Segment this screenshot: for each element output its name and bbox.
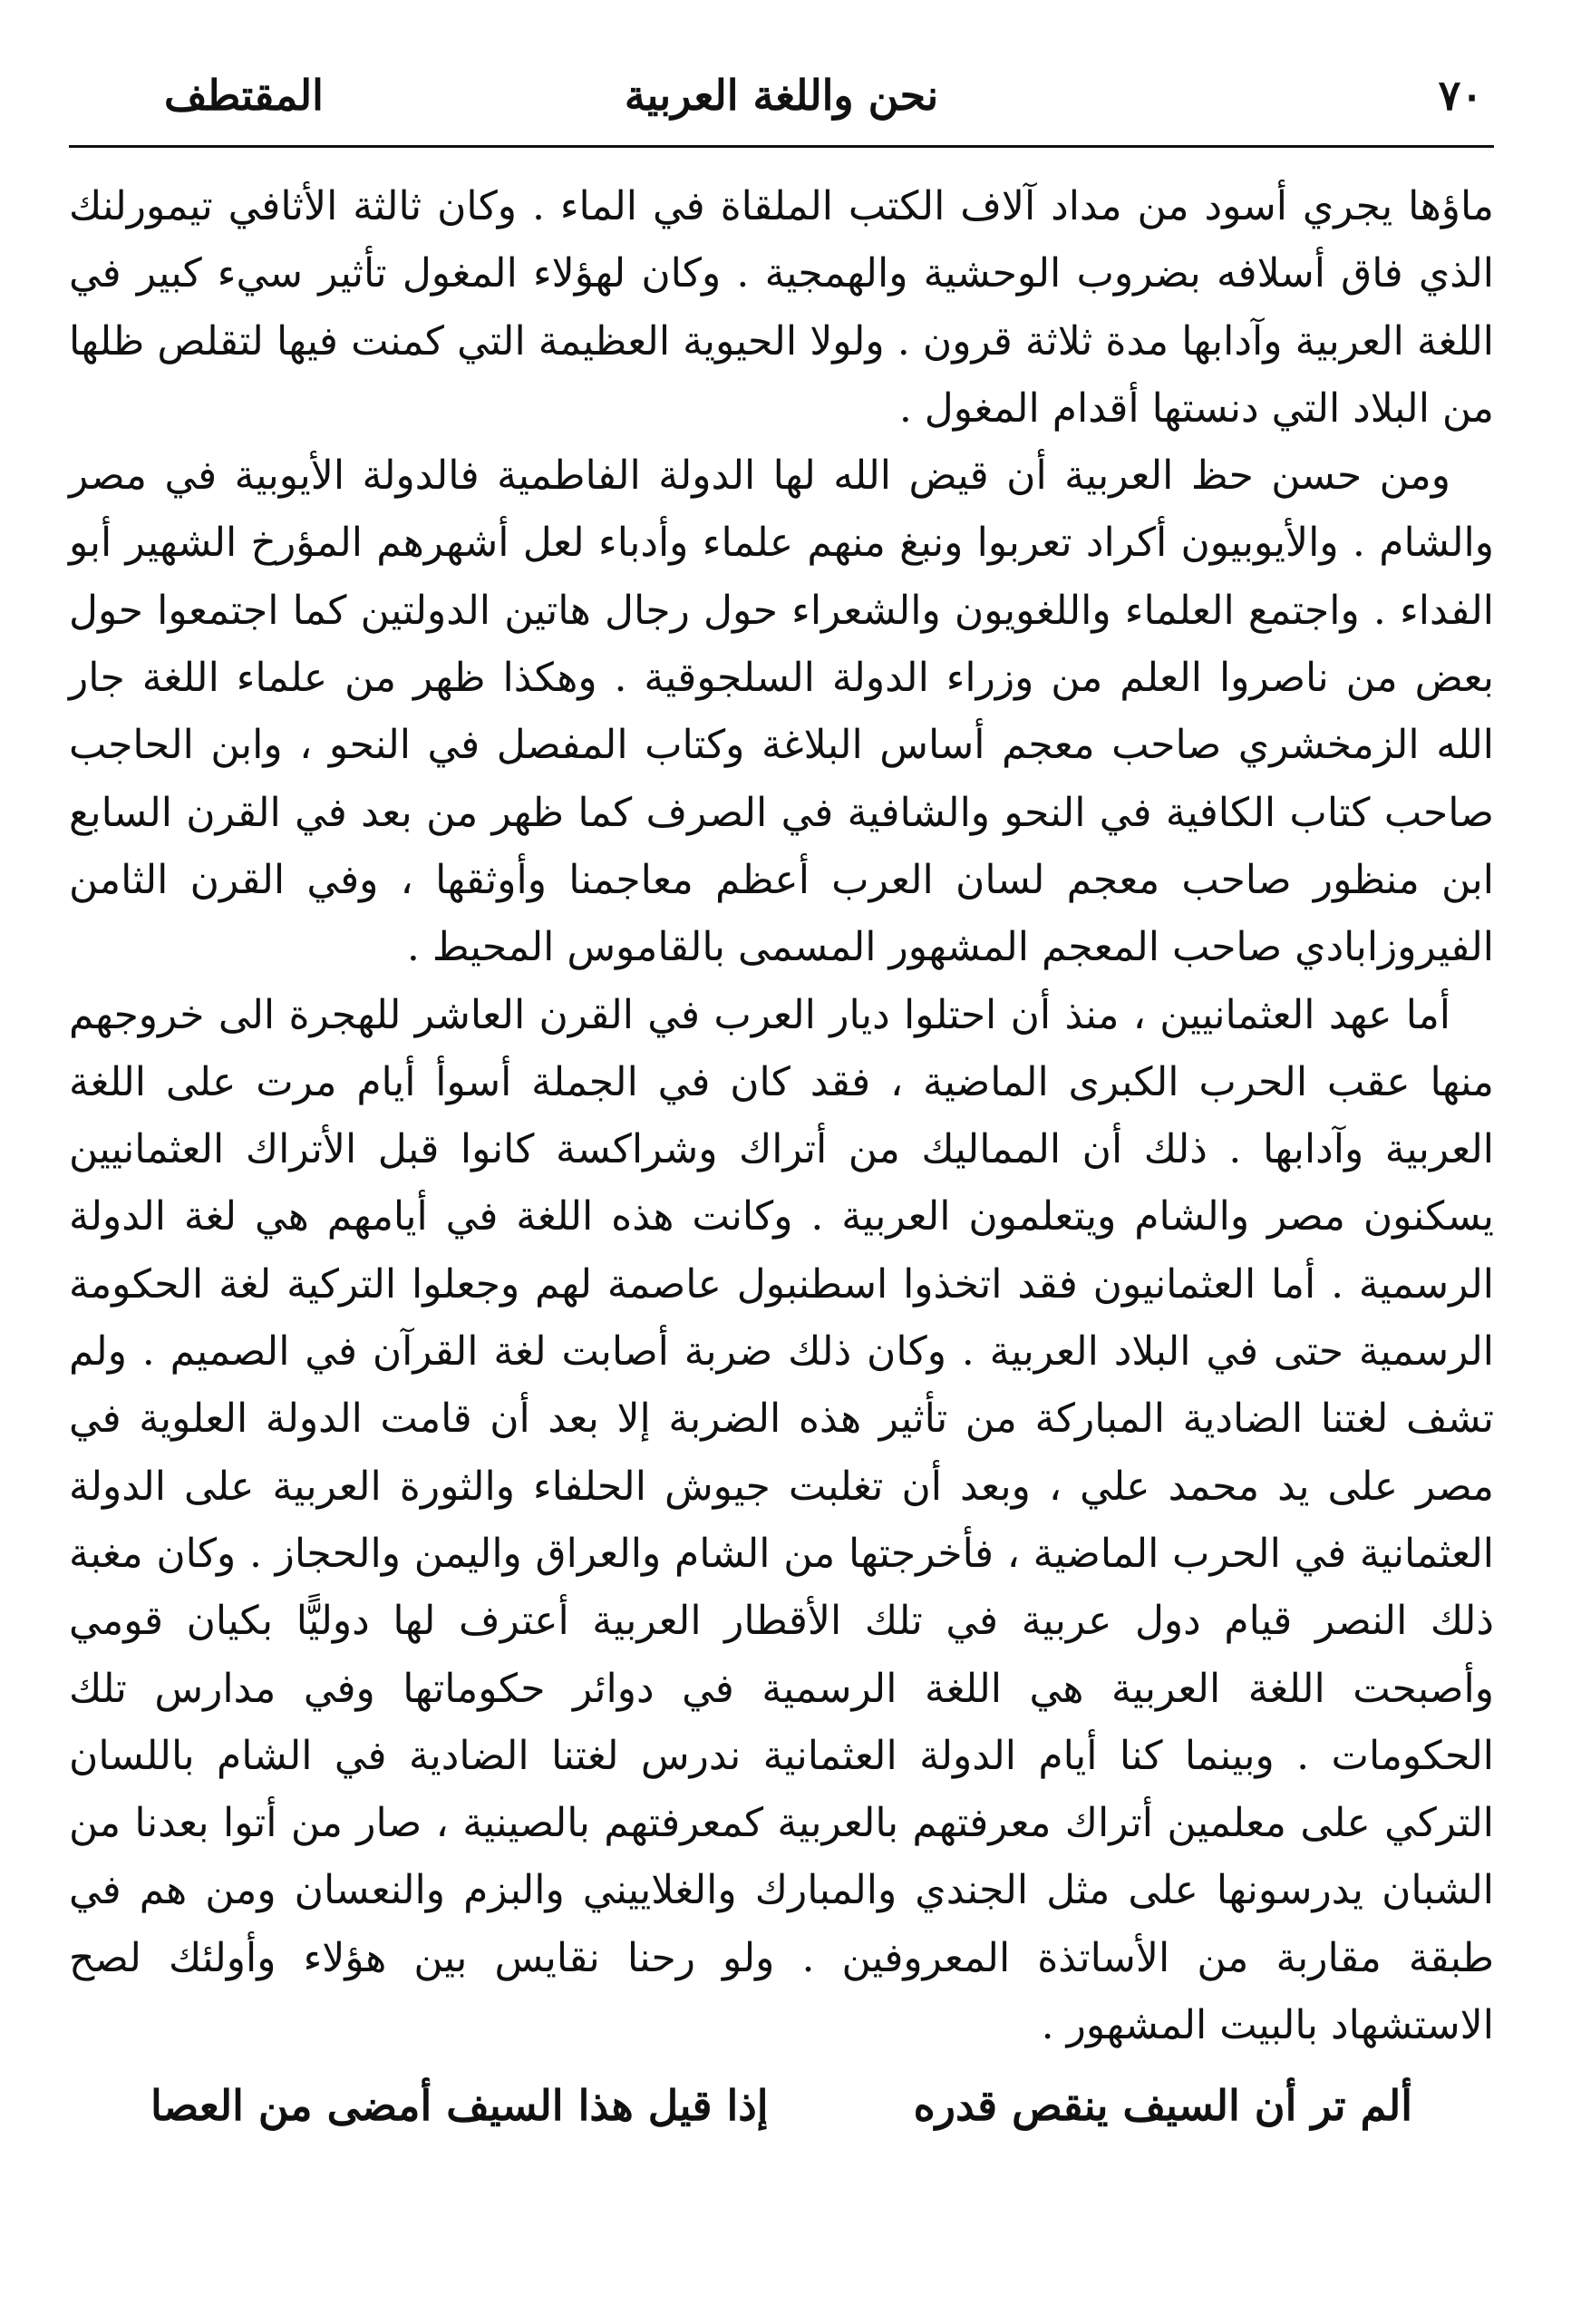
paragraph-fatimid-ayyubid-era: ومن حسن حظ العربية أن قيض الله لها الدولة الفاطمية فالدولة الأيوبية في مصر والشام . والأيوبيون أكراد تعربوا ونبغ منهم علماء وأدباء لعل أشهرهم المؤرخ الشهير أبو الفداء . واجتمع العلماء واللغويون والشعراء حول رجال هاتين الدولتين كما اجتمعوا حول بعض من ناصروا العلم من وزراء الدولة السلجوقية . وهكذا ظهر من علماء اللغة جار الله الزمخشري صاحب معجم أساس البلاغة وكتاب المفصل في النحو ، وابن الحاجب صاحب كتاب الكافية في النحو والشافية في الصرف كما ظهر من بعد في القرن السابع ابن منظور صاحب معجم لسان العرب أعظم معاجمنا وأوثقها ، وفي القرن الثامن الفيروزابادي صاحب المعجم المشهور المسمى بالقاموس المحيط . [69,452,1494,971]
article-body [69,173,1494,2059]
journal-name: المقتطف [164,71,324,120]
poem-verse [69,2065,1494,2146]
paragraph-mongol-era: ماؤها يجري أسود من مداد آلاف الكتب الملقاة في الماء . وكان ثالثة الأثافي تيمورلنك الذي فاق أسلافه بضروب الوحشية والهمجية . وكان لهؤلاء المغول تأثير سيء كبير في اللغة العربية وآدابها مدة ثلاثة قرون . ولولا الحيوية العظيمة التي كمنت فيها لتقلص ظلها من البلاد التي دنستها أقدام المغول . [69,183,1494,432]
verse-first-hemistich: ألم تر أن السيف ينقص قدره [913,2081,1412,2131]
header-rule [69,145,1494,148]
running-title: نحن واللغة العربية [624,71,939,120]
paragraph-ottoman-era: أما عهد العثمانيين ، منذ أن احتلوا ديار العرب في القرن العاشر للهجرة الى خروجهم منها عقب الحرب الكبرى الماضية ، فقد كان في الجملة أسوأ أيام مرت على اللغة العربية وآدابها . ذلك أن المماليك من أتراك وشراكسة كانوا قبل الأتراك العثمانيين يسكنون مصر والشام ويتعلمون العربية . وكانت هذه اللغة في أيامهم هي لغة الدولة الرسمية . أما العثمانيون فقد اتخذوا اسطنبول عاصمة لهم وجعلوا التركية لغة الحكومة الرسمية حتى في البلاد العربية . وكان ذلك ضربة أصابت لغة القرآن في الصميم . ولم تشف لغتنا الضادية المباركة من تأثير هذه الضربة إلا بعد أن قامت الدولة العلوية في مصر على يد محمد علي ، وبعد أن تغلبت جيوش الحلفاء والثورة العربية على الدولة العثمانية في الحرب الماضية ، فأخرجتها من الشام والعراق واليمن والحجاز . وكان مغبة ذلك النصر قيام دول عربية في تلك الأقطار العربية أعترف لها دوليًّا بكيان قومي وأصبحت اللغة العربية هي اللغة الرسمية في دوائر حكوماتها وفي مدارس تلك الحكومات . وبينما كنا أيام الدولة العثمانية ندرس لغتنا الضادية في الشام باللسان التركي على معلمين أتراك معرفتهم بالعربية كمعرفتهم بالصينية ، صار من أتوا بعدنا من الشبان يدرسونها على مثل الجندي والمبارك والغلاييني والبزم والنعسان ومن هم في طبقة مقاربة من الأساتذة المعروفين . ولو رحنا نقايس بين هؤلاء وأولئك لصح الاستشهاد بالبيت المشهور . [69,991,1494,2049]
page-number: ٧٠ [1438,71,1483,120]
verse-second-hemistich: إذا قيل هذا السيف أمضى من العصا [150,2081,769,2131]
running-head [69,54,1494,136]
